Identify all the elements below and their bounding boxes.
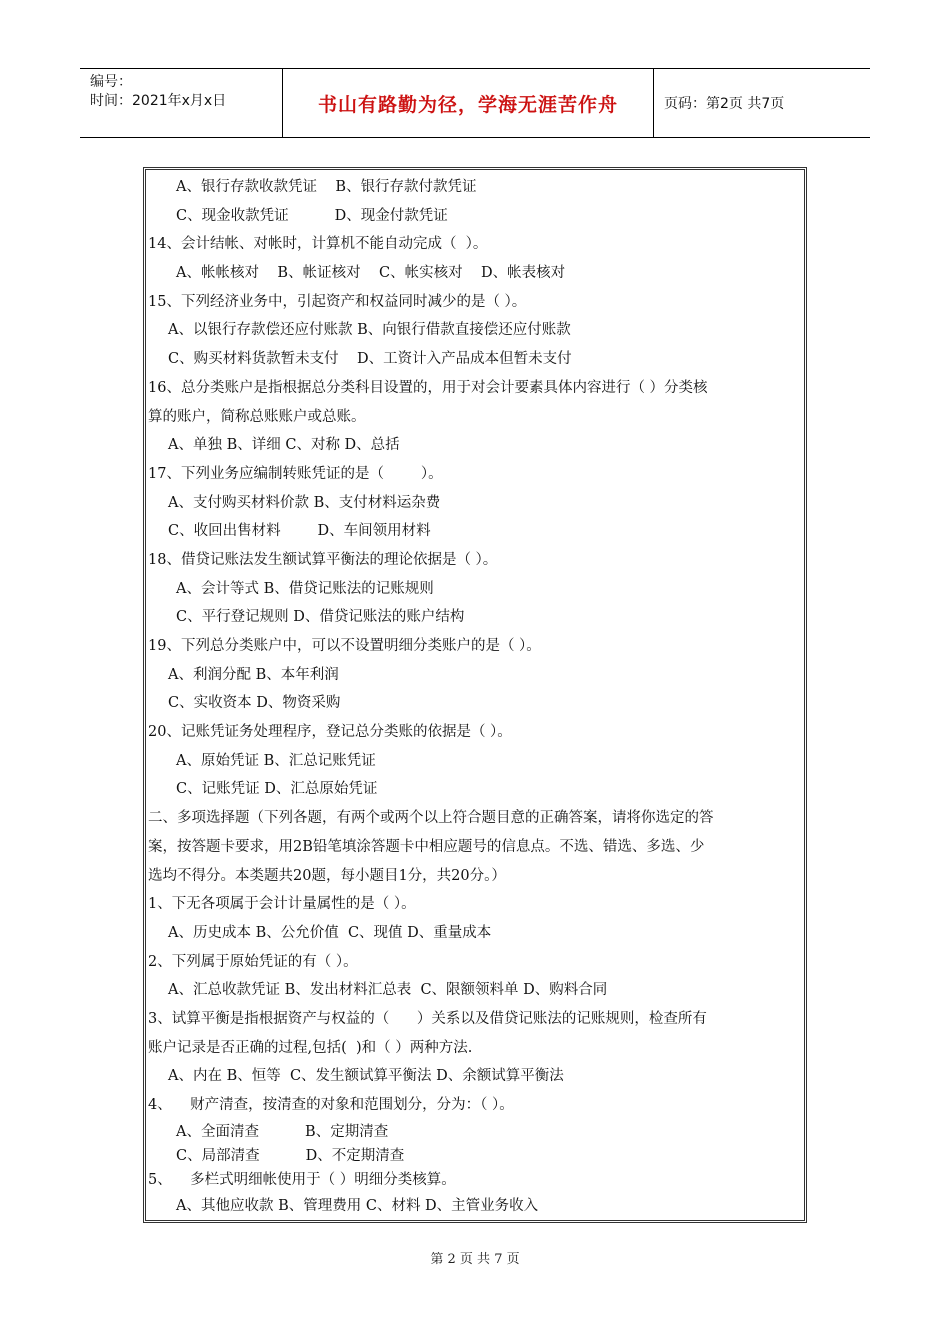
- question-line: 5、 多栏式明细帐使用于（ ）明细分类核算。: [148, 1171, 456, 1188]
- document-number-label: 编号：: [90, 74, 132, 90]
- question-line: 16、总分类账户是指根据总分类科目设置的，用于对会计要素具体内容进行（ ）分类核: [148, 379, 708, 396]
- header-motto-cell: [282, 69, 654, 137]
- option-line: C、局部清查 D、不定期清查: [176, 1147, 405, 1164]
- question-line: 15、下列经济业务中，引起资产和权益同时减少的是（ ）。: [148, 293, 527, 310]
- option-line: A、单独 B、详细 C、对称 D、总括: [168, 437, 400, 454]
- question-line: 14、会计结帐、对帐时，计算机不能自动完成（ ）。: [148, 236, 488, 253]
- option-line: A、支付购买材料价款 B、支付材料运杂费: [168, 494, 441, 511]
- question-line: 算的账户，简称总账账户或总账。: [148, 408, 366, 425]
- question-line: 案，按答题卡要求，用2B铅笔填涂答题卡中相应题号的信息点。不选、错选、多选、少: [148, 838, 705, 855]
- header-page-code-cell: [654, 69, 870, 137]
- header-motto: 书山有路勤为径，学海无涯苦作舟: [317, 93, 618, 116]
- question-line: 17、下列业务应编制转账凭证的是（ ）。: [148, 465, 443, 482]
- question-line: 3、试算平衡是指根据资产与权益的（ ）关系以及借贷记账法的记账规则，检查所有: [148, 1010, 707, 1027]
- header-page-code: 页码：第2页 共7页: [664, 96, 785, 112]
- option-line: C、现金收款凭证 D、现金付款凭证: [176, 207, 448, 224]
- question-line: 1、下无各项属于会计计量属性的是（ ）。: [148, 896, 416, 913]
- option-line: A、帐帐核对 B、帐证核对 C、帐实核对 D、帐表核对: [176, 265, 566, 282]
- option-line: C、实收资本 D、物资采购: [168, 695, 341, 712]
- option-line: A、原始凭证 B、汇总记账凭证: [176, 752, 376, 769]
- question-line: 2、下列属于原始凭证的有（ ）。: [148, 953, 358, 970]
- option-line: A、历史成本 B、公允价值 C、现值 D、重量成本: [168, 924, 492, 941]
- question-line: 账户记录是否正确的过程,包括( )和（ ）两种方法.: [148, 1039, 473, 1056]
- header-meta: [80, 69, 282, 137]
- option-line: C、购买材料货款暂未支付 D、工资计入产品成本但暂未支付: [168, 351, 572, 368]
- option-line: A、利润分配 B、本年利润: [168, 666, 339, 683]
- question-line: 18、借贷记账法发生额试算平衡法的理论依据是（ ）。: [148, 551, 498, 568]
- option-line: A、其他应收款 B、管理费用 C、材料 D、主管业务收入: [176, 1197, 539, 1214]
- option-line: A、全面清查 B、定期清查: [176, 1123, 389, 1140]
- option-line: A、汇总收款凭证 B、发出材料汇总表 C、限额领料单 D、购料合同: [168, 982, 608, 999]
- option-line: A、内在 B、恒等 C、发生额试算平衡法 D、余额试算平衡法: [168, 1068, 564, 1085]
- question-line: 二、多项选择题（下列各题，有两个或两个以上符合题目意的正确答案，请将你选定的答: [148, 810, 714, 827]
- question-line: 19、下列总分类账户中，可以不设置明细分类账户的是（ ）。: [148, 638, 541, 654]
- page-header: [80, 68, 870, 138]
- exam-content-box: [143, 167, 807, 1223]
- option-line: A、银行存款收款凭证 B、银行存款付款凭证: [176, 179, 477, 195]
- option-line: C、平行登记规则 D、借贷记账法的账户结构: [176, 609, 465, 626]
- document-date: 时间：2021年x月x日: [90, 93, 227, 109]
- option-line: C、记账凭证 D、汇总原始凭证: [176, 781, 378, 798]
- question-line: 4、 财产清查，按清查的对象和范围划分，分为：（ ）。: [148, 1097, 514, 1113]
- page-footer: 第 2 页 共 7 页: [430, 1252, 520, 1267]
- option-line: A、会计等式 B、借贷记账法的记账规则: [176, 580, 434, 597]
- option-line: A、以银行存款偿还应付账款 B、向银行借款直接偿还应付账款: [168, 322, 571, 339]
- question-line: 20、记账凭证务处理程序，登记总分类账的依据是（ ）。: [148, 724, 512, 741]
- option-line: C、收回出售材料 D、车间领用材料: [168, 523, 431, 540]
- question-line: 选均不得分。本类题共20题，每小题目1分，共20分。）: [148, 867, 506, 884]
